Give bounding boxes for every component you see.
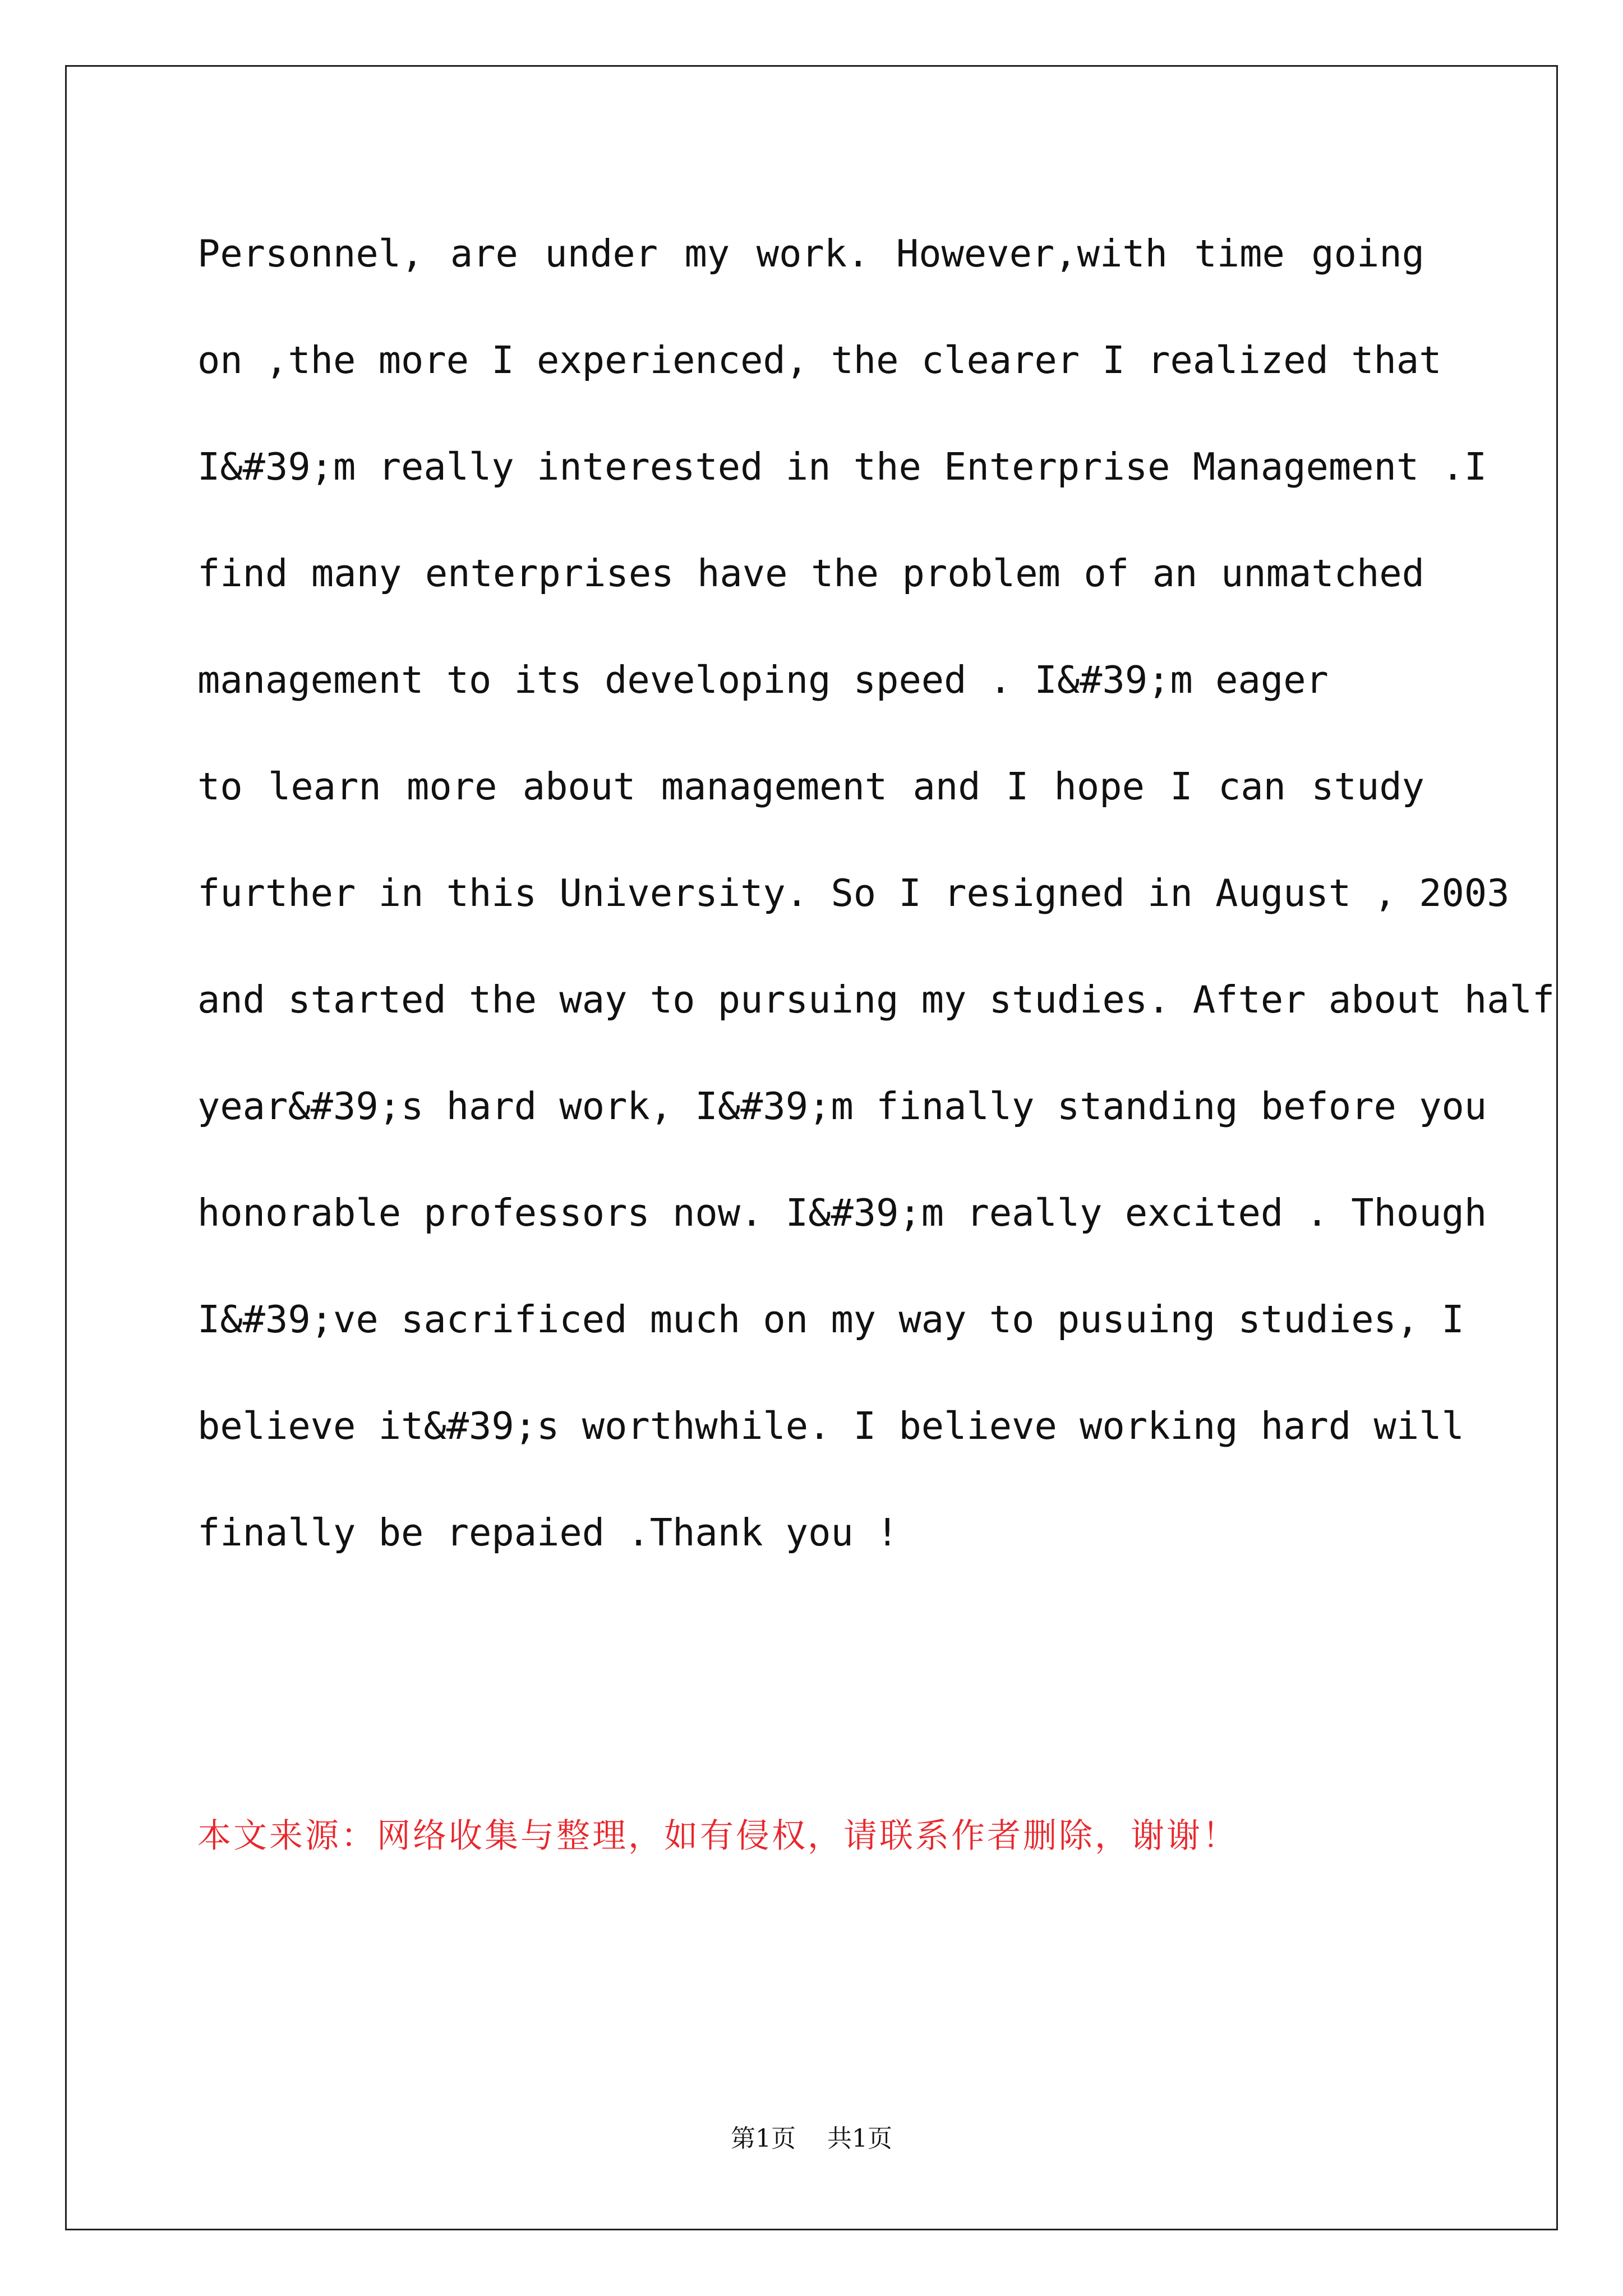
- text-line: finally be repaied .Thank you !: [197, 1511, 899, 1554]
- text-line: Personnel, are under my work. However,with time going: [197, 232, 1424, 275]
- page-current-label: 第1页: [731, 2124, 796, 2153]
- text-line: find many enterprises have the problem of an unmatched: [197, 551, 1424, 595]
- document-body: [197, 220, 1555, 1605]
- page-number-footer: [0, 2122, 1623, 2156]
- text-line: to learn more about management and I hope I can study: [197, 765, 1424, 808]
- text-line: honorable professors now. I&#39;m really excited . Though: [197, 1191, 1487, 1235]
- text-line: and started the way to pursuing my studies. After about half: [197, 978, 1555, 1022]
- page-total-label: 共1页: [827, 2124, 892, 2153]
- text-line: believe it&#39;s worthwhile. I believe working hard will: [197, 1404, 1464, 1448]
- text-line: I&#39;ve sacrificed much on my way to pusuing studies, I: [197, 1297, 1464, 1341]
- text-line: management to its developing speed . I&#39;m eager: [197, 658, 1329, 702]
- source-disclaimer: 本文来源：网络收集与整理，如有侵权，请联系作者删除，谢谢！: [197, 1816, 1238, 1856]
- text-line: on ,the more I experienced, the clearer I realized that: [197, 338, 1442, 382]
- text-line: year&#39;s hard work, I&#39;m finally standing before you: [197, 1084, 1487, 1128]
- text-line: I&#39;m really interested in the Enterprise Management .I: [197, 445, 1487, 489]
- text-line: further in this University. So I resigned in August , 2003: [197, 871, 1510, 915]
